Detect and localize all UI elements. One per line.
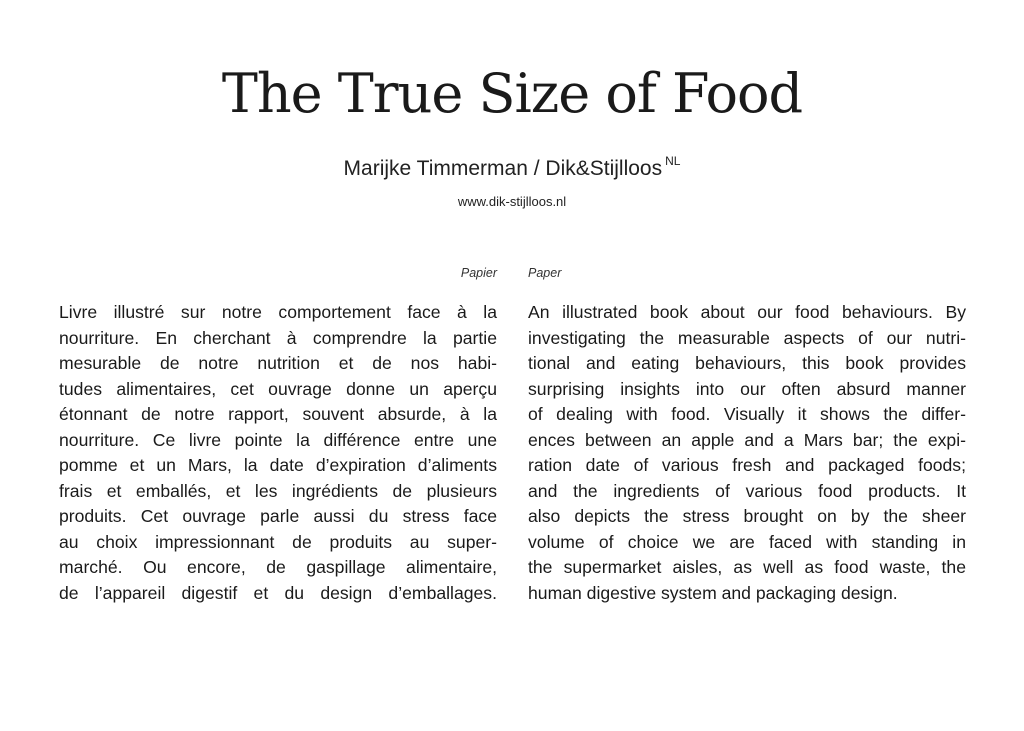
text-line: mesurable de notre nutrition et de nos habi- — [59, 353, 497, 373]
text-line: nourriture. Ce livre pointe la différence entre une — [59, 429, 497, 450]
text-line: volume of choice we are faced with standing in — [528, 531, 966, 552]
material-label-en: Paper — [528, 266, 562, 280]
text-line: ences between an apple and a Mars bar; the expi- — [528, 429, 966, 450]
text-line: also depicts the stress brought on by the sheer — [528, 506, 966, 526]
text-line: nourriture. En cherchant à comprendre la partie — [59, 327, 497, 348]
page-title: The True Size of Food — [221, 62, 803, 125]
text-line: tudes alimentaires, cet ouvrage donne un aperçu — [59, 378, 497, 399]
website-url: www.dik-stijlloos.nl — [457, 194, 567, 209]
author-name: Marijke Timmerman / Dik&Stijlloos — [343, 157, 663, 180]
text-line: surprising insights into our often absurd manner — [528, 378, 966, 399]
text-line: de l’appareil digestif et du design d’emballages. — [59, 582, 497, 603]
text-line: human digestive system and packaging design. — [528, 582, 898, 603]
material-label-fr: Papier — [460, 266, 497, 280]
author-line — [0, 154, 1024, 181]
text-line: investigating the measurable aspects of our nutri- — [528, 327, 966, 348]
text-line: frais et emballés, et les ingrédients de plusieurs — [59, 480, 497, 501]
text-line: and the ingredients of various food products. It — [528, 480, 966, 501]
text-line: the supermarket aisles, as well as food waste, the — [528, 557, 966, 577]
text-line: ration date of various fresh and packaged foods; — [528, 455, 966, 475]
text-line: marché. Ou encore, de gaspillage alimentaire, — [59, 557, 497, 577]
text-line: produits. Cet ouvrage parle aussi du stress face — [59, 506, 497, 526]
country-code: NL — [665, 154, 681, 168]
description-french — [59, 300, 497, 606]
text-line: pomme et un Mars, la date d’expiration d’aliments — [59, 455, 497, 475]
text-line: Livre illustré sur notre comportement face à la — [59, 302, 497, 322]
text-line: au choix impressionnant de produits au super- — [59, 531, 497, 552]
text-line: étonnant de notre rapport, souvent absurde, à la — [59, 404, 497, 424]
text-line: of dealing with food. Visually it shows the differ- — [528, 404, 966, 424]
text-line: tional and eating behaviours, this book provides — [528, 353, 966, 373]
text-line: An illustrated book about our food behaviours. By — [528, 302, 966, 322]
description-english — [528, 300, 966, 606]
